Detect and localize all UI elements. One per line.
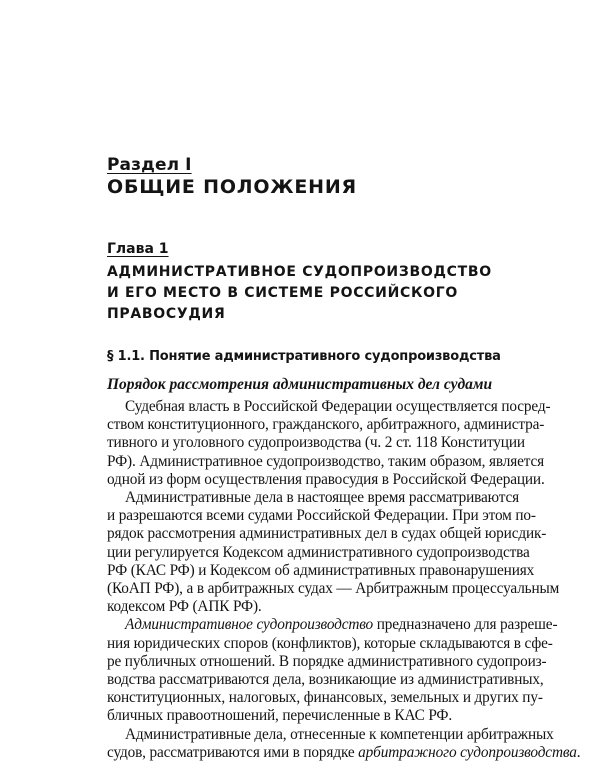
body-text [107,398,581,762]
chapter-title-line: АДМИНИСТРАТИВНОЕ СУДОПРОИЗВОДСТВО [107,264,492,280]
chapter-label: Глава 1 [107,241,169,257]
text-line: конституционных, налоговых, финансовых, земельных и других пу- [107,689,543,707]
text-line: РФ (КАС РФ) и Кодексом об административных правонарушениях [107,561,535,579]
text-line: и разрешаются всеми судами Российской Федерации. При этом по- [107,507,536,525]
subheading: Порядок рассмотрения административных дел судами [107,376,493,393]
text-line: Судебная власть в Российской Федерации осуществляется посред- [125,398,551,415]
text-fragment: предназначено для разреше- [373,616,558,634]
body-paragraph-3 [107,616,558,725]
paragraph-heading: § 1.1. Понятие административного судопроизводства [107,349,501,364]
text-line: Административные дела в настоящее время рассматриваются [125,489,520,507]
text-line: рядок рассмотрения административных дел в судах общей юрисдик- [107,525,547,543]
body-paragraph-4 [107,725,581,762]
text-line [107,743,581,762]
text-line: Административные дела, отнесенные к компетенции арбитражных [125,725,554,743]
text-line: РФ). Административное судопроизводство, таким образом, является [107,452,545,470]
text-fragment: . [576,743,581,761]
text-line: тивного и уголовного судопроизводства (ч. 2 ст. 118 Конституции [107,434,525,452]
text-line: одной из форм осуществления правосудия в Российской Федерации. [107,470,545,488]
body-paragraph-2 [107,489,560,616]
text-line: кодексом РФ (АПК РФ). [107,598,262,616]
chapter-title [107,262,507,325]
chapter-title-line: И ЕГО МЕСТО В СИСТЕМЕ РОССИЙСКОГО [107,285,458,301]
text-line [107,616,558,634]
text-line: ре публичных отношений. В порядке административного судопроиз- [107,652,547,670]
section-label: Раздел I [107,155,192,175]
italic-term: Административное судопроизводство [125,616,374,634]
italic-term: арбитражного судопроизводства [358,743,577,761]
text-fragment: судов, рассматриваются ими в порядке [107,743,359,761]
text-line: бличных правоотношений, перечисленные в КАС РФ. [107,707,453,725]
text-line: водства рассматриваются дела, возникающие из административных, [107,671,544,689]
section-title: ОБЩИЕ ПОЛОЖЕНИЯ [107,176,357,198]
text-line: ством конституционного, гражданского, арбитражного, администра- [107,416,545,434]
chapter-title-line: ПРАВОСУДИЯ [107,306,226,322]
text-line: ния юридических споров (конфликтов), которые складываются в сфе- [107,634,553,652]
text-line: (КоАП РФ), а в арбитражных судах — Арбитражным процессуальным [107,580,560,598]
body-paragraph-1 [107,398,551,489]
text-line: ции регулируется Кодексом административного судопроизводства [107,543,530,561]
